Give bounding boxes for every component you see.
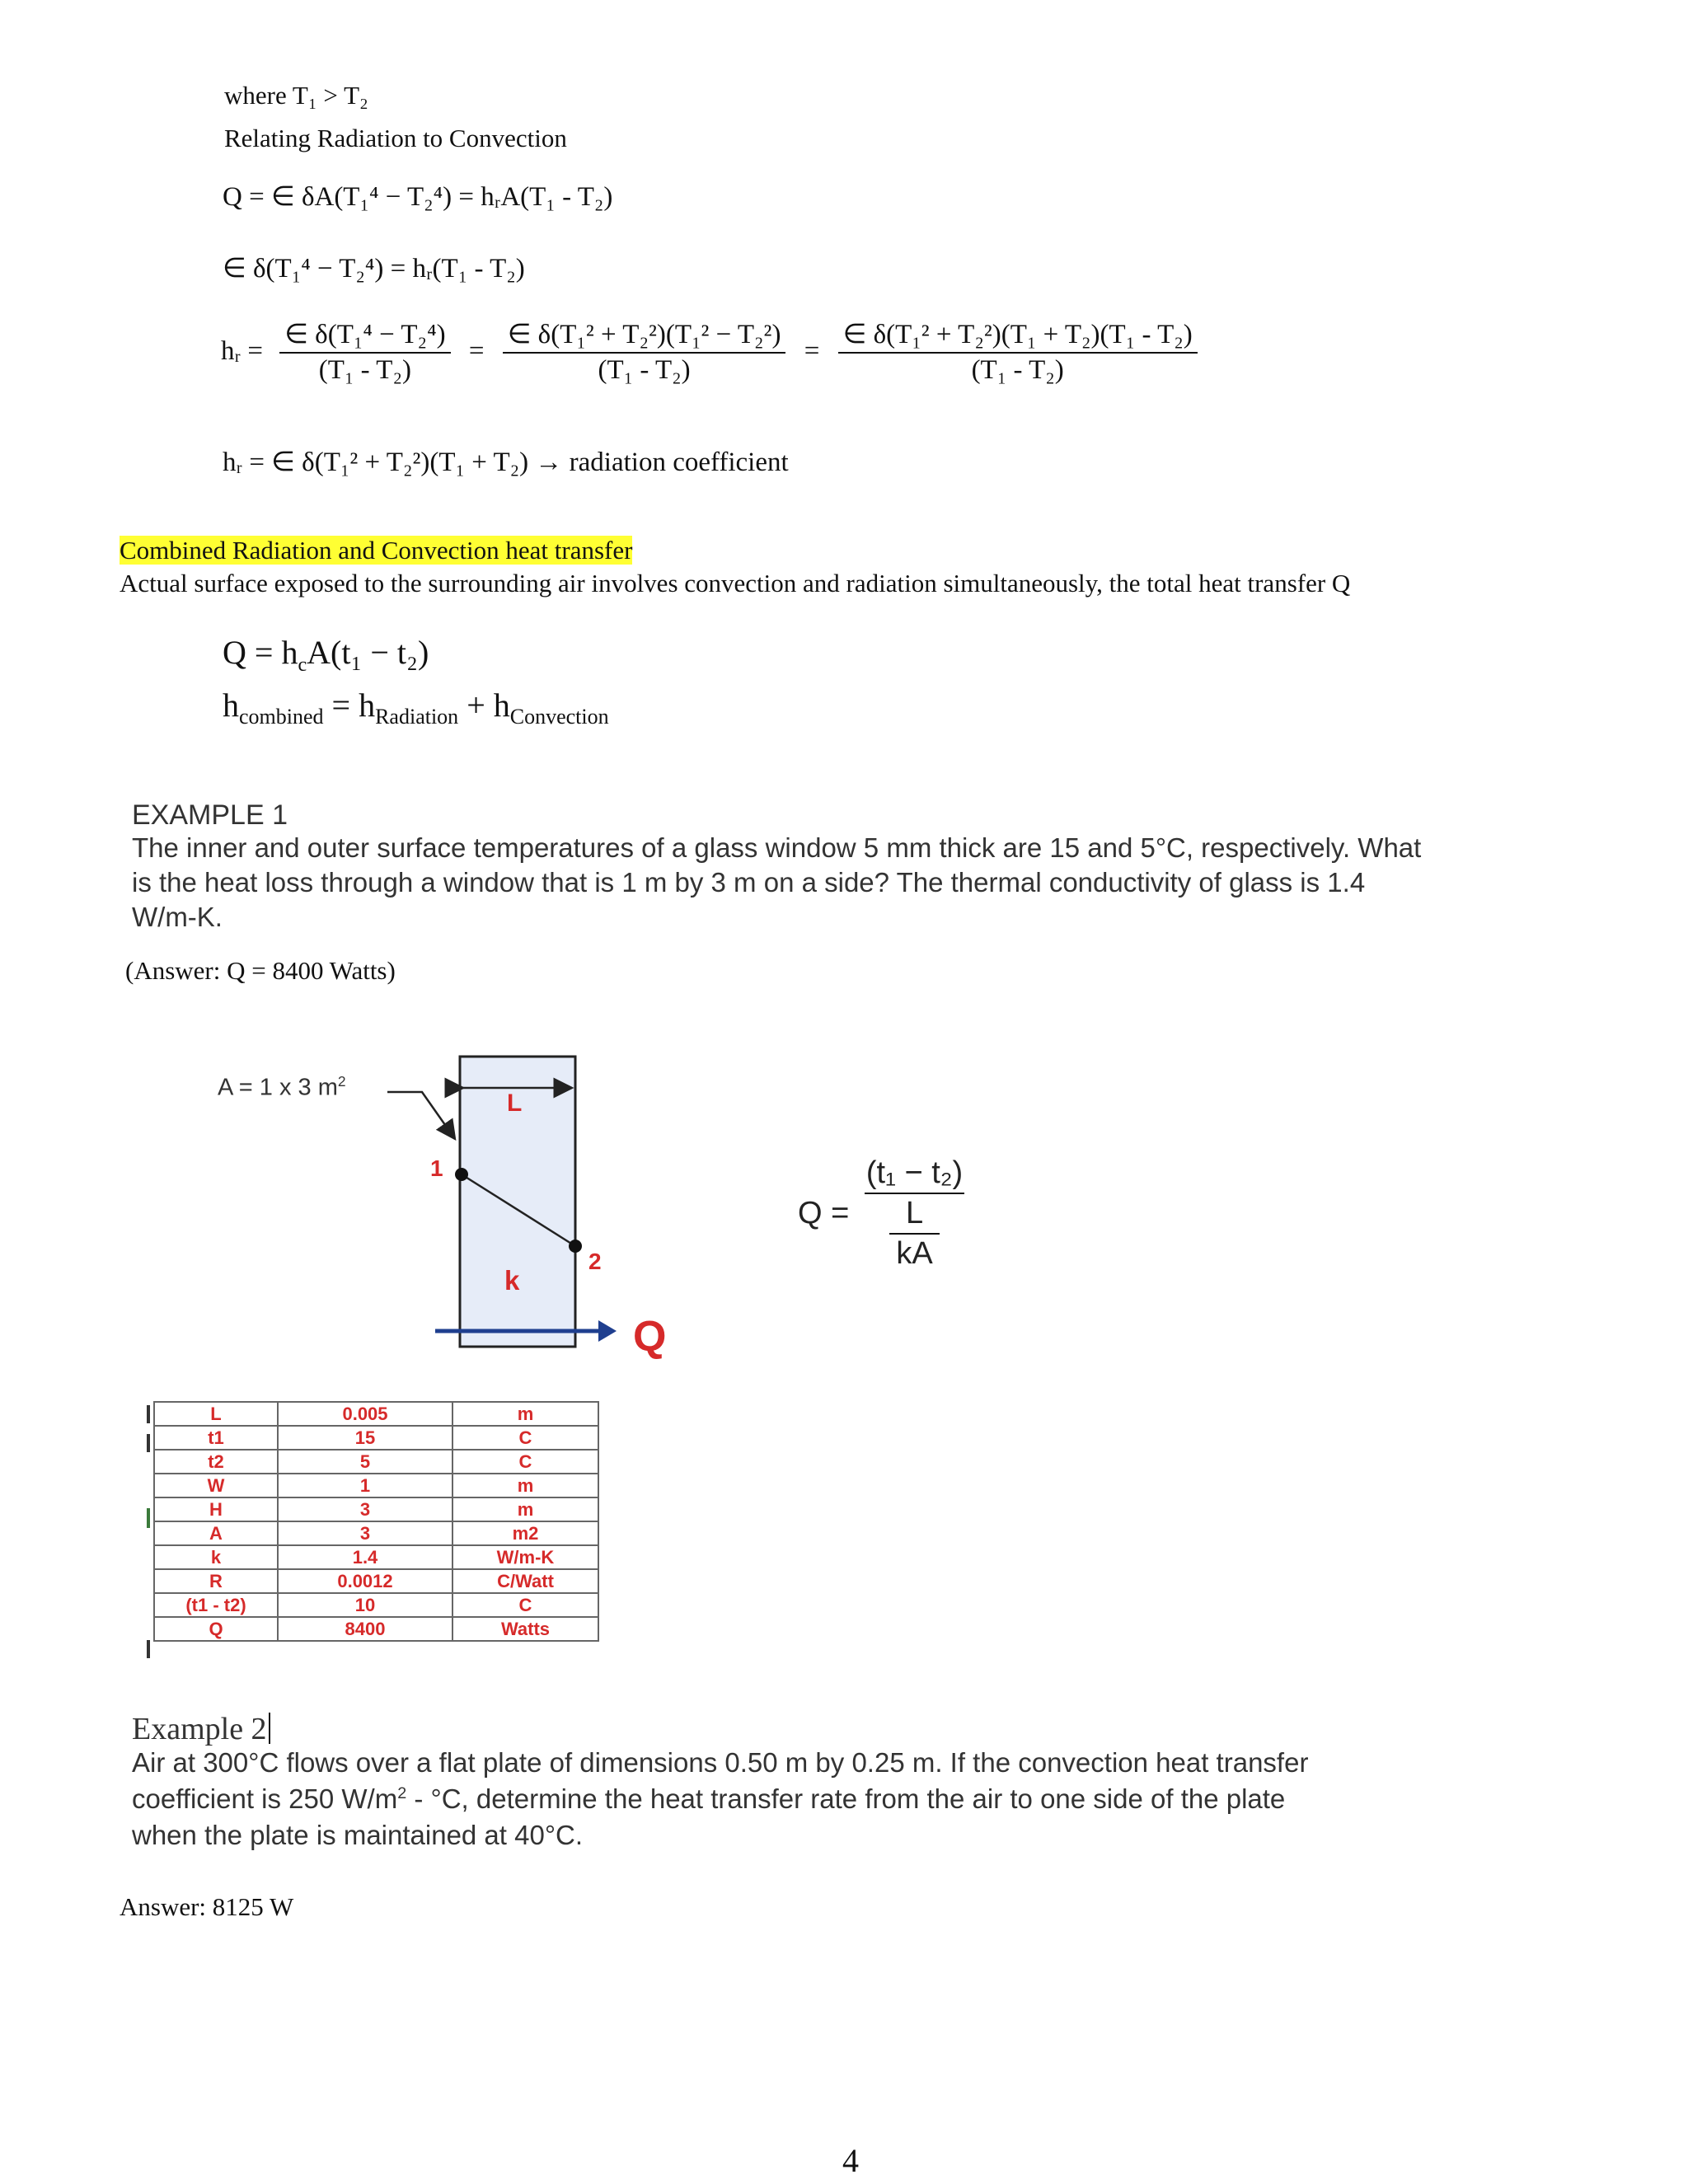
fraction-1 bbox=[279, 317, 450, 386]
relating-heading: Relating Radiation to Convection bbox=[224, 124, 567, 152]
table-row bbox=[154, 1450, 598, 1474]
table-row bbox=[154, 1474, 598, 1497]
table-cell-unit: C bbox=[452, 1450, 598, 1474]
table-cell-unit: C/Watt bbox=[452, 1569, 598, 1593]
conductivity-label: k bbox=[504, 1265, 520, 1296]
equation-q-radiation: Q = ∈ δA(T₁⁴ − T₂⁴) = hᵣA(T₁ - T₂) bbox=[223, 182, 613, 212]
point-2-marker bbox=[569, 1240, 582, 1253]
fraction-2-numerator: ∈ δ(T₁² + T₂²)(T₁² − T₂²) bbox=[503, 317, 786, 354]
table-cell-unit: W/m-K bbox=[452, 1545, 598, 1569]
fraction-3 bbox=[838, 317, 1198, 386]
formula-denominator bbox=[865, 1194, 964, 1272]
row-gutter-mark bbox=[147, 1405, 150, 1423]
table-row bbox=[154, 1545, 598, 1569]
table-cell-unit: C bbox=[452, 1426, 598, 1450]
row-gutter-mark bbox=[147, 1434, 150, 1452]
formula-numerator: (t₁ − t₂) bbox=[865, 1155, 964, 1194]
table-cell-value: 0.0012 bbox=[278, 1569, 452, 1593]
example2-line1: Air at 300°C flows over a flat plate of dimensions 0.50 m by 0.25 m. If the convection heat transfer bbox=[132, 1747, 1309, 1778]
table-cell-value: 15 bbox=[278, 1426, 452, 1450]
equation-hr-relation: ∈ δ(T₁⁴ − T₂⁴) = hᵣ(T₁ - T₂) bbox=[223, 254, 525, 284]
example1-line2: is the heat loss through a window that is 1 m by 3 m on a side? The thermal conductivity of glass is 1.4 bbox=[132, 867, 1366, 898]
table-cell-name: L bbox=[154, 1402, 278, 1426]
area-leader-arrow bbox=[387, 1092, 455, 1139]
formula-inner-top: L bbox=[889, 1196, 940, 1235]
table-cell-name: t2 bbox=[154, 1450, 278, 1474]
hr-lhs: hᵣ = bbox=[221, 336, 263, 366]
equation-q-combined bbox=[223, 633, 429, 677]
table-cell-value: 1 bbox=[278, 1474, 452, 1497]
table-cell-value: 8400 bbox=[278, 1617, 452, 1641]
table-row bbox=[154, 1617, 598, 1641]
equation-radiation-coefficient: hᵣ = ∈ δ(T₁² + T₂²)(T₁ + T₂) → radiation coefficient bbox=[223, 448, 789, 477]
table-cell-unit: m bbox=[452, 1402, 598, 1426]
thickness-label: L bbox=[507, 1090, 523, 1117]
table-cell-unit: m bbox=[452, 1497, 598, 1521]
h-combined-sub: combined bbox=[239, 705, 324, 729]
area-label-text: A = 1 x 3 m bbox=[218, 1074, 338, 1101]
point-1-marker bbox=[455, 1168, 468, 1181]
combined-body: Actual surface exposed to the surrounding air involves convection and radiation simultaneously, the total heat transfer Q bbox=[120, 569, 1351, 598]
example2-line3: when the plate is maintained at 40°C. bbox=[132, 1820, 584, 1850]
h-eq: = h bbox=[323, 687, 376, 724]
h-plus: + h bbox=[458, 687, 510, 724]
table-row bbox=[154, 1569, 598, 1593]
example2-title-text: Example 2 bbox=[132, 1712, 267, 1746]
table-cell-name: H bbox=[154, 1497, 278, 1521]
example2-line2-a: coefficient is 250 W/m bbox=[132, 1783, 398, 1814]
eq-q-sub: c bbox=[298, 654, 307, 676]
calculation-table bbox=[153, 1401, 599, 1642]
table-cell-name: (t1 - t2) bbox=[154, 1593, 278, 1617]
example2-title bbox=[132, 1711, 270, 1747]
table-cell-name: Q bbox=[154, 1617, 278, 1641]
table-cell-name: t1 bbox=[154, 1426, 278, 1450]
h-main: h bbox=[223, 687, 239, 724]
formula-inner-fraction bbox=[889, 1196, 940, 1272]
heat-flow-label: Q bbox=[633, 1313, 667, 1361]
point-1-label: 1 bbox=[430, 1155, 443, 1181]
page-number: 4 bbox=[842, 2142, 859, 2179]
example1-line3: W/m-K. bbox=[132, 902, 223, 932]
example2-line2 bbox=[132, 1783, 1285, 1815]
table-cell-value: 10 bbox=[278, 1593, 452, 1617]
table-cell-unit: m2 bbox=[452, 1521, 598, 1545]
eq-q-start: Q = h bbox=[223, 634, 298, 671]
table-cell-value: 1.4 bbox=[278, 1545, 452, 1569]
eq-q-rest: A(t₁ − t₂) bbox=[307, 634, 429, 671]
area-label bbox=[218, 1073, 346, 1102]
table-cell-unit: m bbox=[452, 1474, 598, 1497]
heat-flow-arrowhead bbox=[598, 1320, 617, 1342]
example2-line2-sup: 2 bbox=[397, 1784, 407, 1802]
fraction-1-denominator: (T₁ - T₂) bbox=[318, 355, 411, 385]
table-cell-value: 5 bbox=[278, 1450, 452, 1474]
table-cell-value: 3 bbox=[278, 1497, 452, 1521]
area-exponent: 2 bbox=[337, 1073, 346, 1090]
equation-h-combined bbox=[223, 686, 609, 729]
conduction-formula bbox=[798, 1155, 964, 1272]
table-cell-name: k bbox=[154, 1545, 278, 1569]
formula-q: Q = bbox=[798, 1196, 850, 1230]
point-2-label: 2 bbox=[588, 1249, 602, 1274]
table-row bbox=[154, 1521, 598, 1545]
h-convection-sub: Convection bbox=[509, 705, 609, 729]
table-cell-value: 0.005 bbox=[278, 1402, 452, 1426]
equals-2: = bbox=[804, 336, 820, 366]
table-cell-name: A bbox=[154, 1521, 278, 1545]
combined-heading bbox=[120, 536, 632, 565]
table-cell-unit: Watts bbox=[452, 1617, 598, 1641]
formula-fraction bbox=[865, 1155, 964, 1272]
table-cell-unit: C bbox=[452, 1593, 598, 1617]
example1-answer: (Answer: Q = 8400 Watts) bbox=[125, 956, 396, 985]
fraction-2-denominator: (T₁ - T₂) bbox=[598, 355, 691, 385]
h-radiation-sub: Radiation bbox=[375, 705, 459, 729]
equation-hr-expansion bbox=[221, 317, 1198, 424]
table-row bbox=[154, 1426, 598, 1450]
table-cell-value: 3 bbox=[278, 1521, 452, 1545]
table-cell-name: W bbox=[154, 1474, 278, 1497]
equals-1: = bbox=[468, 336, 485, 366]
example2-answer: Answer: 8125 W bbox=[120, 1892, 294, 1921]
text-cursor bbox=[269, 1713, 270, 1744]
table-cell-name: R bbox=[154, 1569, 278, 1593]
row-gutter-mark bbox=[147, 1640, 150, 1658]
example1-title: EXAMPLE 1 bbox=[132, 799, 288, 831]
where-condition: where T₁ > T₂ bbox=[224, 81, 368, 110]
table-row bbox=[154, 1593, 598, 1617]
fraction-2 bbox=[503, 317, 786, 386]
table-row bbox=[154, 1497, 598, 1521]
formula-inner-bottom: kA bbox=[896, 1236, 933, 1271]
fraction-1-numerator: ∈ δ(T₁⁴ − T₂⁴) bbox=[279, 317, 450, 354]
example2-line2-b: - °C, determine the heat transfer rate from the air to one side of the plate bbox=[406, 1783, 1286, 1814]
row-gutter-mark bbox=[147, 1508, 150, 1528]
example1-line1: The inner and outer surface temperatures of a glass window 5 mm thick are 15 and 5°C, respectively. What bbox=[132, 832, 1422, 863]
fraction-3-numerator: ∈ δ(T₁² + T₂²)(T₁ + T₂)(T₁ - T₂) bbox=[838, 317, 1198, 354]
table-row bbox=[154, 1402, 598, 1426]
combined-heading-text: Combined Radiation and Convection heat transfer bbox=[120, 536, 633, 565]
fraction-3-denominator: (T₁ - T₂) bbox=[971, 355, 1064, 385]
